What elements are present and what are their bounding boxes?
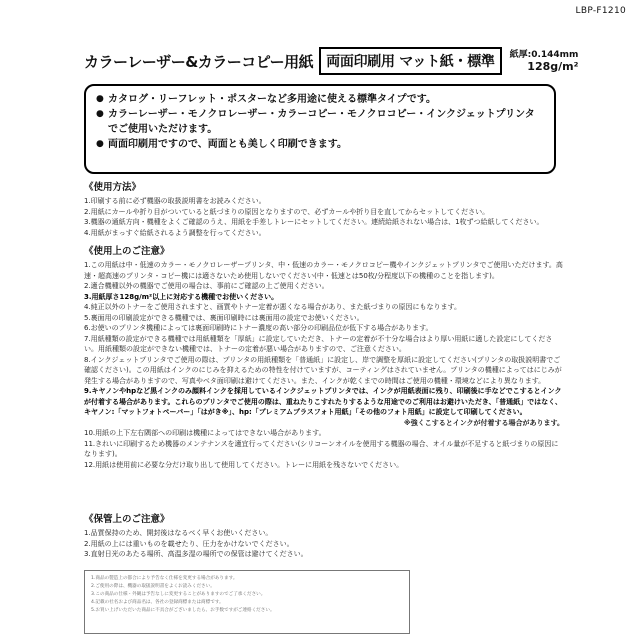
usage-item: 3.機器の通紙方向・機種をよくご確認のうえ、用紙を手差しトレーにセットしてください。連続給紙されない場合は、1枚ずつ給紙してください。 — [84, 218, 544, 226]
caution-item: 9.キヤノンやhpなど黒インクのみ顔料インクを採用しているインクジェットプリンタでは、インクが用紙表面に残り、印刷後に手などでこするとインクが付着する場合があります。これらのプリンタでご使用の際は、重ねたりこすれたりするような用途でのご利用はお避けいただき、「普通紙」ではなく、キヤノン:「マットフォトペーパー」「はがき※」、hp:「プレミアムプラスフォト用紙」「その他のフォト用紙」に設定して印刷してください。 — [84, 387, 562, 416]
caution-item: 12.用紙は使用前に必要な分だけ取り出して使用してください。トレーに用紙を残さないでください。 — [84, 460, 404, 469]
paper-weight: 128g/m² — [527, 60, 579, 73]
fine-print-item: 5.お買い上げいただいた商品に不具合がございましたら、お手数ですがご連絡ください。 — [91, 608, 275, 613]
caution-item: 1.この用紙は中・低速のカラー・モノクロレーザープリンタ、中・低速のカラー・モノクロコピー機やインクジェットプリンタでご使用いただけます。高速・超高速のプリンタ・コピー機には適さないため使用しないでください(中・低速とは50枚/分程度以下の機種のことを指します)。 — [84, 261, 563, 280]
caution-item: 11.きれいに印刷するため機器のメンテナンスを適宜行ってください(シリコーンオイルを使用する機器の場合、オイル量が不足すると紙づまりの原因になります)。 — [84, 439, 559, 458]
usage-item: 1.印刷する前に必ず機器の取扱説明書をお読みください。 — [84, 197, 266, 205]
feature-item: ● 両面印刷用ですので、両面とも美しく印刷できます。 — [96, 137, 544, 152]
caution-footnote: ※強くこするとインクが付着する場合があります。 — [403, 418, 564, 427]
storage-item: 3.直射日光のあたる場所、高温多湿の場所での保管は避けてください。 — [84, 550, 308, 558]
product-code: LBP-F1210 — [575, 6, 626, 16]
paper-thickness: 紙厚:0.144mm — [509, 50, 579, 60]
feature-item: ● カタログ・リーフレット・ポスターなど多用途に使える標準タイプです。 — [96, 92, 544, 107]
fine-print-item: 4.記載の社名および商品名は、各社の登録商標または商標です。 — [91, 600, 224, 605]
storage-section — [84, 514, 564, 560]
caution-item: 6.お使いのプリンタ機種によっては裏面印刷時にトナー濃度の高い部分の印刷品位が低下する場合があります。 — [84, 324, 433, 332]
usage-title: 《使用方法》 — [84, 182, 142, 193]
usage-section — [84, 182, 564, 238]
product-title: カラーレーザー&カラーコピー用紙 — [84, 52, 314, 71]
caution-item: 5.裏面用の印刷設定ができる機種では、裏面印刷時には裏面用の設定でお使いください。 — [84, 313, 364, 322]
product-type-badge: 両面印刷用 マット紙・標準 — [319, 47, 501, 75]
caution-item: 4.純正以外のトナーをご使用されますと、画質やトナー定着が悪くなる場合があり、また紙づまりの原因にもなります。 — [84, 303, 461, 311]
fine-print-box — [84, 570, 410, 634]
storage-item: 1.品質保持のため、開封後はなるべく早くお使いください。 — [84, 529, 273, 537]
fine-print-item: 1.商品の製造上の都合により予告なく仕様を変更する場合があります。 — [91, 576, 238, 581]
cautions-section — [84, 246, 564, 470]
usage-item: 2.用紙にカールや折り目がついていると紙づまりの原因となりますので、必ずカールや折り目を直してからセットしてください。 — [84, 207, 490, 216]
usage-item: 4.用紙がまっすぐ給紙されるよう調整を行ってください。 — [84, 228, 266, 237]
caution-item: 7.用紙種類の設定ができる機種では用紙種類を「厚紙」に設定していただき、トナーの定着が不十分な場合はより厚い用紙に適した設定にしてください。用紙種類の設定ができない機種では、トナーの定着が悪い場合がありますので、ご注意ください。 — [84, 334, 553, 353]
caution-item: 3.用紙厚さ128g/m²以上に対応する機種でお使いください。 — [84, 292, 279, 301]
feature-box — [84, 84, 556, 174]
paper-spec — [510, 50, 579, 72]
storage-title: 《保管上のご注意》 — [84, 514, 170, 525]
fine-print-item: 2.ご使用の際は、機器の取扱説明書をよくお読みください。 — [91, 584, 215, 589]
fine-print-item: 3.この商品の仕様・外観は予告なしに変更することがありますのでご了承ください。 — [91, 592, 266, 597]
caution-item: 2.適合機種以外の機器でご使用の場合は、事前にご確認の上ご使用ください。 — [84, 282, 329, 290]
header — [84, 44, 579, 78]
feature-item: ● カラーレーザー・モノクロレーザー・カラーコピー・モノクロコピー・インクジェットプリンタでご使用いただけます。 — [96, 107, 544, 137]
cautions-title: 《使用上のご注意》 — [84, 246, 170, 257]
storage-item: 2.用紙の上には重いものを載せたり、圧力をかけないでください。 — [84, 539, 294, 548]
caution-item: 10.用紙の上下左右隅部への印刷は機種によってはできない場合があります。 — [84, 429, 326, 437]
caution-item: 8.インクジェットプリンタでご使用の際は、プリンタの用紙種類を「普通紙」に設定し、岸で調整を厚紙に設定してください(プリンタの取扱説明書でご確認ください)。この用紙はインクのにじみを抑えるための特性を付けていますが、コーティングはされていません。プリンタの機種によってはにじみが発生する場合がありますので、写真やベタ面印刷は避けてください。また、インクが乾くまでの時間はご使用の機種・環境などにより異なります。 — [84, 355, 562, 385]
